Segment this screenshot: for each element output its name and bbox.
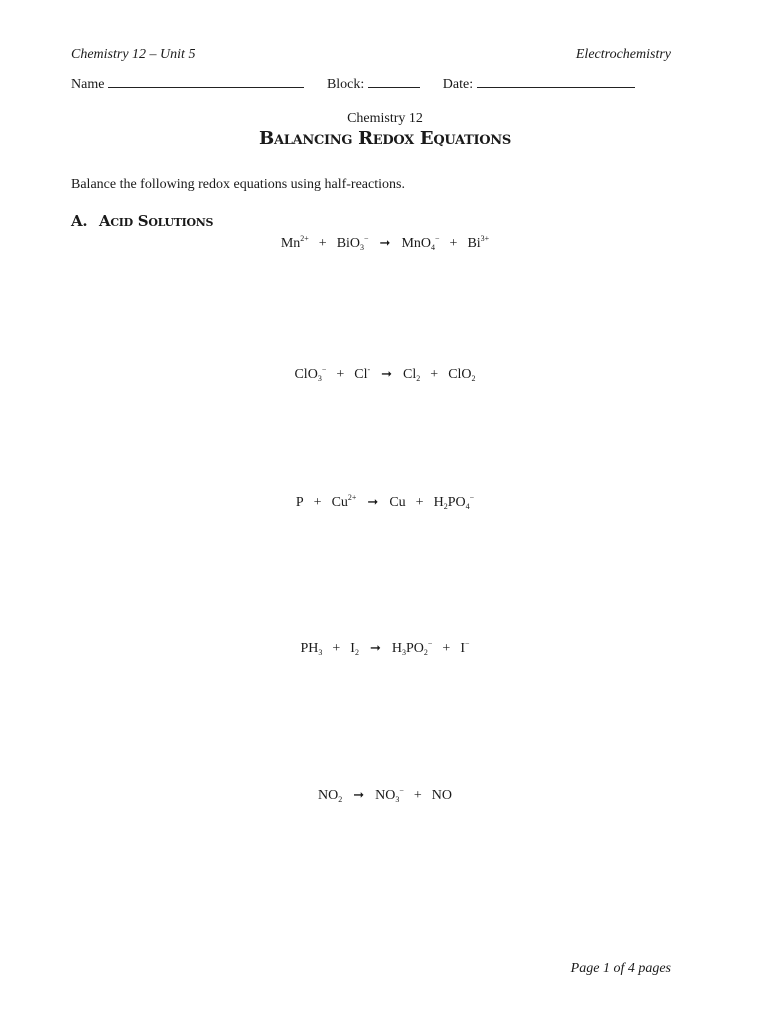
course-name: Chemistry 12 (347, 111, 423, 126)
header-topic: Electrochemistry (575, 47, 671, 62)
charge-superscript: 3+ (480, 234, 490, 243)
subscript: 2 (423, 648, 428, 657)
chemical-species (318, 788, 342, 804)
reaction-arrow-icon: ➞ (353, 787, 365, 802)
subscript: 2 (416, 374, 421, 383)
plus-sign: + (332, 641, 341, 656)
plus-sign: + (413, 788, 422, 803)
name-label: Name (71, 77, 105, 92)
species-formula: NO (375, 788, 396, 803)
species-formula: Cu (331, 495, 348, 510)
redox-equation (0, 234, 770, 252)
species-formula: ClO (448, 367, 472, 382)
subscript: 2 (443, 502, 448, 511)
chemical-species (354, 365, 370, 383)
reaction-arrow-icon: ➞ (367, 494, 379, 509)
name-blank[interactable] (108, 75, 304, 88)
section-title: Acid Solutions (99, 212, 214, 230)
subscript: 3 (395, 795, 400, 804)
species-formula: BiO (336, 236, 361, 251)
species-formula: NO (431, 788, 453, 803)
subscript: 4 (431, 243, 436, 252)
reaction-arrow-icon: ➞ (379, 235, 391, 250)
subscript: 4 (465, 502, 470, 511)
charge-superscript: − (435, 234, 440, 243)
page-footer: Page 1 of 4 pages (570, 961, 671, 976)
chemical-species (389, 495, 405, 511)
subscript: 3 (318, 648, 323, 657)
chemical-species (300, 641, 322, 657)
charge-superscript: − (321, 365, 327, 374)
redox-equation (0, 365, 770, 383)
chemical-species (296, 495, 304, 511)
chemical-species (332, 493, 357, 511)
chemical-species (401, 234, 439, 252)
reaction-arrow-icon: ➞ (369, 640, 381, 655)
chemical-species (337, 234, 369, 252)
plus-sign: + (318, 236, 327, 251)
species-formula: I (350, 641, 355, 656)
species-formula: I (460, 641, 465, 656)
redox-equation (0, 786, 770, 804)
page-title: Balancing Redox Equations (259, 128, 511, 149)
species-formula: ClO (294, 367, 318, 382)
instructions: Balance the following redox equations using half-reactions. (71, 177, 405, 192)
chemical-species (434, 493, 475, 511)
species-formula: MnO (401, 236, 432, 251)
subscript: 3 (360, 243, 365, 252)
charge-superscript: 2+ (347, 493, 357, 502)
species-formula: H (391, 641, 402, 656)
date-blank[interactable] (477, 75, 635, 88)
chemical-species (403, 367, 420, 383)
chemical-species (460, 639, 469, 657)
chemical-species (350, 641, 359, 657)
species-formula: Mn (280, 236, 301, 251)
chemical-species (392, 639, 433, 657)
section-heading (71, 212, 213, 230)
plus-sign: + (430, 367, 439, 382)
subscript: 2 (471, 374, 476, 383)
subscript: 3 (402, 648, 406, 657)
plus-sign: + (313, 495, 322, 510)
species-formula: Bi (467, 236, 481, 251)
charge-superscript: - (367, 365, 371, 374)
date-label: Date: (442, 77, 474, 92)
redox-equation (0, 639, 770, 657)
species-formula: H (433, 495, 444, 510)
charge-superscript: − (465, 639, 470, 648)
species-formula: Cl (354, 367, 368, 382)
species-formula: PO (406, 641, 424, 656)
species-formula: P (295, 495, 304, 510)
chemical-species (467, 234, 489, 252)
chemical-species (375, 786, 404, 804)
species-formula: PO (447, 495, 466, 510)
plus-sign: + (449, 236, 458, 251)
chemical-species (294, 365, 326, 383)
subscript: 2 (338, 795, 343, 804)
chemical-species (432, 788, 452, 804)
plus-sign: + (415, 495, 424, 510)
charge-superscript: − (469, 493, 475, 502)
chemical-species (281, 234, 309, 252)
species-formula: Cu (389, 495, 406, 510)
subscript: 2 (354, 648, 359, 657)
block-label: Block: (326, 77, 365, 92)
subscript: 3 (317, 374, 322, 383)
plus-sign: + (442, 641, 451, 656)
chemical-species (448, 367, 475, 383)
redox-equation (0, 493, 770, 511)
section-letter: A. (71, 212, 88, 230)
header-course-unit: Chemistry 12 – Unit 5 (71, 47, 196, 62)
charge-superscript: − (399, 786, 404, 795)
student-info-fields (71, 75, 635, 93)
charge-superscript: − (364, 234, 369, 243)
plus-sign: + (336, 367, 345, 382)
reaction-arrow-icon: ➞ (381, 366, 393, 381)
charge-superscript: − (427, 639, 433, 648)
species-formula: Cl (403, 367, 417, 382)
species-formula: PH (300, 641, 319, 656)
charge-superscript: 2+ (300, 234, 309, 243)
block-blank[interactable] (368, 75, 420, 88)
species-formula: NO (317, 788, 339, 803)
